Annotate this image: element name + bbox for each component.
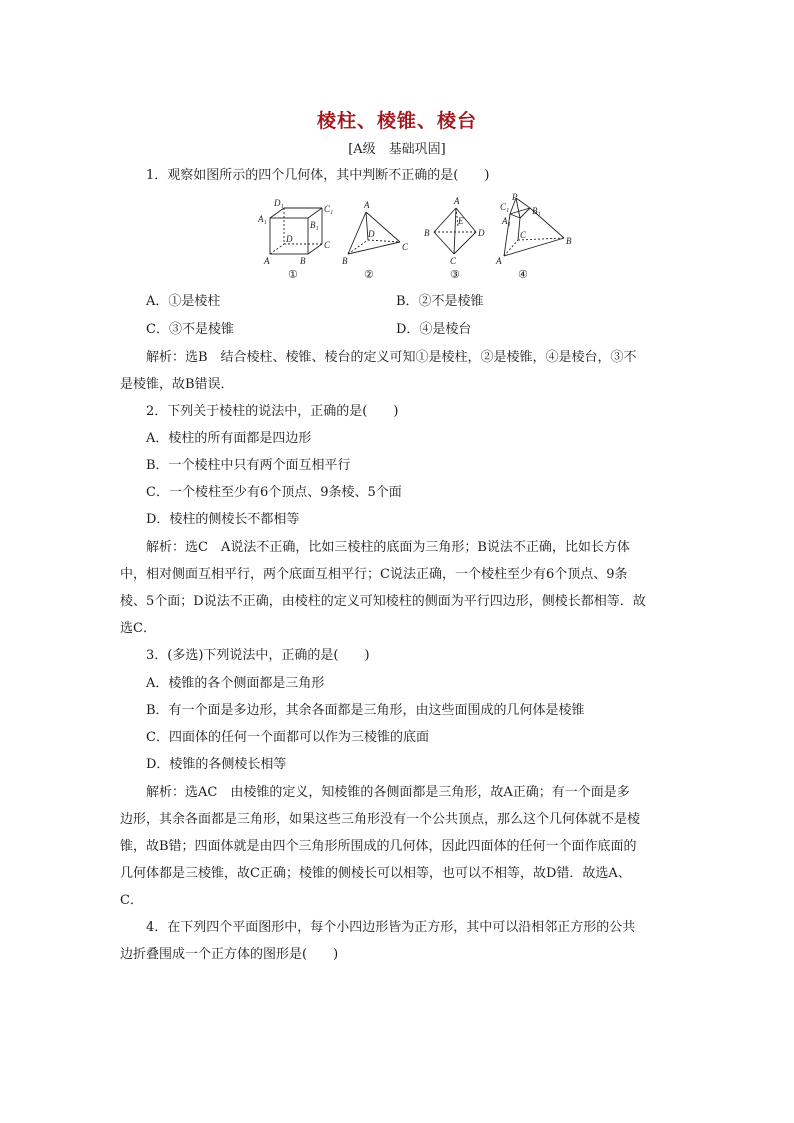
q3-answer-line-3: 锥，故B错；四面体就是由四个三角形所围成的几何体，因此四面体的任何一个面作底面的 bbox=[120, 839, 637, 854]
frustum-label-c1: C₁ bbox=[500, 202, 510, 212]
figure-num-3: ③ bbox=[450, 269, 460, 281]
cube-label-d1: D₁ bbox=[274, 198, 284, 208]
q2-answer-line-2: 中，相对侧面互相平行，两个底面互相平行；C说法正确，一个棱柱至少有6个顶点、9条 bbox=[120, 567, 628, 582]
frustum-label-a1: A₁ bbox=[502, 216, 511, 226]
q1-option-b: B．②不是棱锥 bbox=[396, 294, 484, 309]
figure-num-2: ② bbox=[364, 269, 374, 281]
q4-stem-line-1: 4．在下列四个平面图形中，每个小四边形皆为正方形，其中可以沿相邻正方形的公共 bbox=[146, 920, 636, 935]
q3-option-b: B．有一个面是多边形，其余各面都是三角形，由这些面围成的几何体是棱锥 bbox=[146, 703, 585, 718]
frustum-label-a: A bbox=[496, 256, 502, 266]
q3-option-a: A．棱锥的各个侧面都是三角形 bbox=[146, 676, 325, 691]
q1-option-c: C．③不是棱锥 bbox=[146, 322, 234, 337]
cube-label-c: C bbox=[324, 240, 331, 250]
q3-answer-line-1: 解析：选AC 由棱锥的定义，知棱锥的各侧面都是三角形，故A正确；有一个面是多 bbox=[146, 785, 630, 800]
frustum-label-c: C bbox=[520, 230, 527, 240]
q1-answer-line-2: 是棱锥，故B错误． bbox=[120, 377, 234, 392]
q2-answer-line-4: 选C． bbox=[120, 621, 156, 636]
cube-figure bbox=[270, 208, 322, 254]
q1-stem: 1．观察如图所示的四个几何体，其中判断不正确的是( ) bbox=[146, 168, 490, 183]
q2-option-c: C．一个棱柱至少有6个顶点、9条棱、5个面 bbox=[146, 485, 402, 500]
cube-label-a1: A₁ bbox=[258, 214, 267, 224]
cube-label-d: D bbox=[286, 234, 293, 244]
cube-label-b1: B₁ bbox=[310, 220, 319, 230]
q3-option-d: D．棱锥的各侧棱长相等 bbox=[146, 757, 287, 772]
q3-answer-line-5: C． bbox=[120, 893, 143, 908]
page-title: 棱柱、棱锥、棱台 bbox=[316, 110, 477, 132]
frustum-label-p: P bbox=[512, 192, 518, 202]
tetra-label-d: D bbox=[368, 229, 375, 239]
octa-label-c: C bbox=[450, 256, 457, 266]
frustum-label-b: B bbox=[566, 236, 572, 246]
cube-label-b: B bbox=[300, 256, 306, 266]
octa-label-e: E bbox=[458, 216, 464, 226]
q3-answer-line-4: 几何体都是三棱锥，故C正确；棱锥的侧棱长可以相等，也可以不相等，故D错．故选A、 bbox=[120, 866, 631, 881]
q3-stem: 3．(多选)下列说法中，正确的是( ) bbox=[146, 648, 370, 663]
q4-stem-line-2: 边折叠围成一个正方体的图形是( ) bbox=[120, 947, 339, 962]
octa-label-b: B bbox=[424, 228, 430, 238]
figure-num-4: ④ bbox=[518, 269, 528, 281]
tetra-label-c: C bbox=[402, 242, 409, 252]
q1-figure bbox=[248, 192, 578, 284]
cube-label-a: A bbox=[264, 256, 270, 266]
bipyramid-figure bbox=[434, 208, 476, 254]
tetra-label-b: B bbox=[342, 256, 348, 266]
octa-label-a: A bbox=[454, 196, 460, 206]
q3-answer-line-2: 边形，其余各面都是三角形，如果这些三角形没有一个公共顶点，那么这个几何体就不是棱 bbox=[120, 812, 641, 827]
tetra-label-a: A bbox=[364, 200, 370, 210]
figure-num-1: ① bbox=[288, 269, 298, 281]
octa-label-d: D bbox=[478, 228, 485, 238]
q2-option-b: B．一个棱柱中只有两个面互相平行 bbox=[146, 458, 351, 473]
frustum-label-b1: B₁ bbox=[532, 206, 541, 216]
q1-option-d: D．④是棱台 bbox=[396, 322, 472, 337]
q2-answer-line-1: 解析：选C A说法不正确，比如三棱柱的底面为三角形；B说法不正确，比如长方体 bbox=[146, 540, 630, 555]
section-heading: [A级 基础巩固] bbox=[348, 142, 446, 157]
q1-answer-line-1: 解析：选B 结合棱柱、棱锥、棱台的定义可知①是棱柱，②是棱锥，④是棱台，③不 bbox=[146, 350, 637, 365]
cube-label-c1: C₁ bbox=[324, 204, 334, 214]
q2-stem: 2．下列关于棱柱的说法中，正确的是( ) bbox=[146, 404, 399, 419]
q3-option-c: C．四面体的任何一个面都可以作为三棱锥的底面 bbox=[146, 730, 429, 745]
q2-answer-line-3: 棱、5个面；D说法不正确，由棱柱的定义可知棱柱的侧面为平行四边形，侧棱长都相等．故 bbox=[120, 594, 646, 609]
q2-option-a: A．棱柱的所有面都是四边形 bbox=[146, 431, 312, 446]
q1-option-a: A．①是棱柱 bbox=[146, 294, 221, 309]
q2-option-d: D．棱柱的侧棱长不都相等 bbox=[146, 512, 300, 527]
